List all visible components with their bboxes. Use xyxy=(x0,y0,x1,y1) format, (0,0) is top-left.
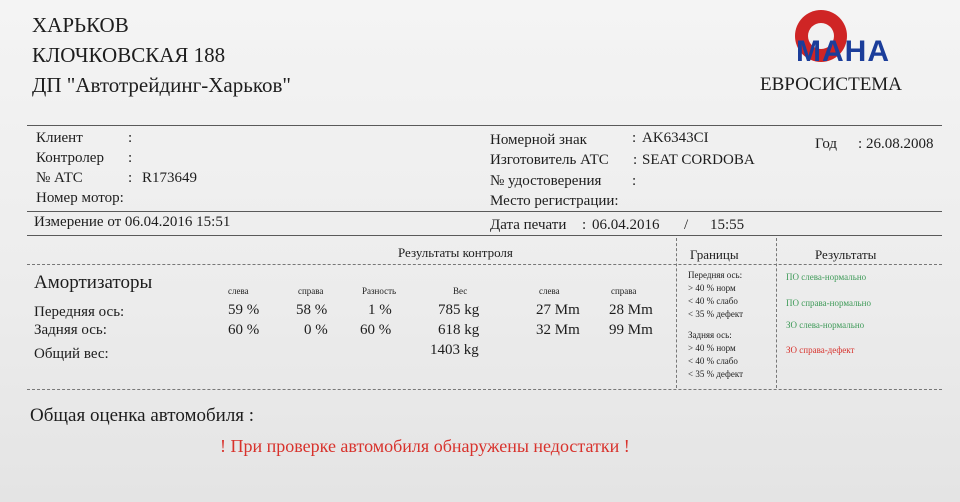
maha-logo-text: MAHA xyxy=(796,35,890,68)
front-right2-value: 28 Mm xyxy=(609,302,653,318)
rear-left2-value: 32 Mm xyxy=(536,322,580,338)
results-bottom-divider xyxy=(27,389,942,390)
cert-colon: : xyxy=(632,173,637,189)
shock-absorbers-title: Амортизаторы xyxy=(34,272,153,293)
front-diff-value: 1 % xyxy=(368,302,392,318)
limits-rear-weak: < 40 % слабо xyxy=(688,356,738,366)
assessment-message: ! При проверке автомобиля обнаружены недостатки ! xyxy=(220,436,630,456)
measurement-divider xyxy=(27,235,942,236)
results-section-title: Результаты контроля xyxy=(398,245,513,260)
year-value: 26.08.2008 xyxy=(866,136,934,152)
status-rear-left: ЗО слева-нормально xyxy=(786,320,865,330)
col-diff: Разность xyxy=(362,286,397,296)
engine-no-label: Номер мотор: xyxy=(36,190,124,206)
results-header-divider xyxy=(27,264,942,265)
rear-right-value: 0 % xyxy=(304,322,328,338)
controller-label: Контролер xyxy=(36,150,104,166)
front-weight-value: 785 kg xyxy=(438,302,480,318)
controller-colon: : xyxy=(128,150,133,166)
results-title: Результаты xyxy=(815,247,877,262)
maker-value: SEAT CORDOBA xyxy=(642,152,755,168)
maker-label: Изготовитель АТС xyxy=(490,152,609,168)
print-time-value: 15:55 xyxy=(710,217,745,233)
col-weight: Вес xyxy=(453,286,468,296)
header-street: КЛОЧКОВСКАЯ 188 xyxy=(32,43,226,67)
rear-left-value: 60 % xyxy=(228,322,260,338)
front-right-value: 58 % xyxy=(296,302,328,318)
client-colon: : xyxy=(128,130,133,146)
total-weight-value: 1403 kg xyxy=(430,342,479,358)
maker-colon: : xyxy=(633,152,638,168)
limits-column-divider xyxy=(676,238,677,388)
plate-colon: : xyxy=(632,130,637,146)
plate-value: AK6343CI xyxy=(642,130,709,146)
rear-diff-value: 60 % xyxy=(360,322,392,338)
top-divider xyxy=(27,125,942,126)
total-weight-label: Общий вес: xyxy=(34,346,109,362)
measurement-text: Измерение от 06.04.2016 15:51 xyxy=(34,214,231,230)
info-divider xyxy=(27,211,942,212)
front-axle-label: Передняя ось: xyxy=(34,304,125,320)
status-front-left: ПО слева-нормально xyxy=(786,272,867,282)
eurosystem-logo-name: ЕВРОСИСТЕМА xyxy=(760,74,902,95)
col-right: справа xyxy=(298,286,324,296)
print-date-separator: / xyxy=(684,217,689,233)
limits-front-defect: < 35 % дефект xyxy=(688,309,744,319)
header-city: ХАРЬКОВ xyxy=(32,13,129,37)
status-front-right: ПО справа-нормально xyxy=(786,298,871,308)
limits-front-title: Передняя ось: xyxy=(688,270,743,280)
vehicle-no-label: № АТС xyxy=(36,170,83,186)
limits-rear-defect: < 35 % дефект xyxy=(688,369,744,379)
col-left-2: слева xyxy=(539,286,560,296)
limits-rear-norm: > 40 % норм xyxy=(688,343,736,353)
limits-title: Границы xyxy=(690,247,739,262)
rear-weight-value: 618 kg xyxy=(438,322,480,338)
year-colon: : xyxy=(858,136,863,152)
vehicle-no-value: R173649 xyxy=(142,170,198,186)
reg-place-label: Место регистрации: xyxy=(490,193,619,209)
plate-label: Номерной знак xyxy=(490,132,587,148)
front-left-value: 59 % xyxy=(228,302,260,318)
year-label: Год xyxy=(815,136,838,152)
cert-label: № удостоверения xyxy=(490,173,602,189)
assessment-title: Общая оценка автомобиля : xyxy=(30,405,255,426)
header-company: ДП "Автотрейдинг-Харьков" xyxy=(32,73,291,97)
limits-rear-title: Задняя ось: xyxy=(688,330,732,340)
rear-axle-label: Задняя ось: xyxy=(34,322,107,338)
results-column-divider xyxy=(776,238,777,388)
limits-front-weak: < 40 % слабо xyxy=(688,296,738,306)
print-date-label: Дата печати xyxy=(490,217,567,233)
client-label: Клиент xyxy=(36,130,83,146)
limits-front-norm: > 40 % норм xyxy=(688,283,736,293)
rear-right2-value: 99 Mm xyxy=(609,322,653,338)
vehicle-no-colon: : xyxy=(128,170,133,186)
print-date-colon: : xyxy=(582,217,587,233)
col-left: слева xyxy=(228,286,249,296)
front-left2-value: 27 Mm xyxy=(536,302,580,318)
print-date-value: 06.04.2016 xyxy=(592,217,660,233)
col-right-2: справа xyxy=(611,286,637,296)
status-rear-right: ЗО справа-дефект xyxy=(786,345,855,355)
